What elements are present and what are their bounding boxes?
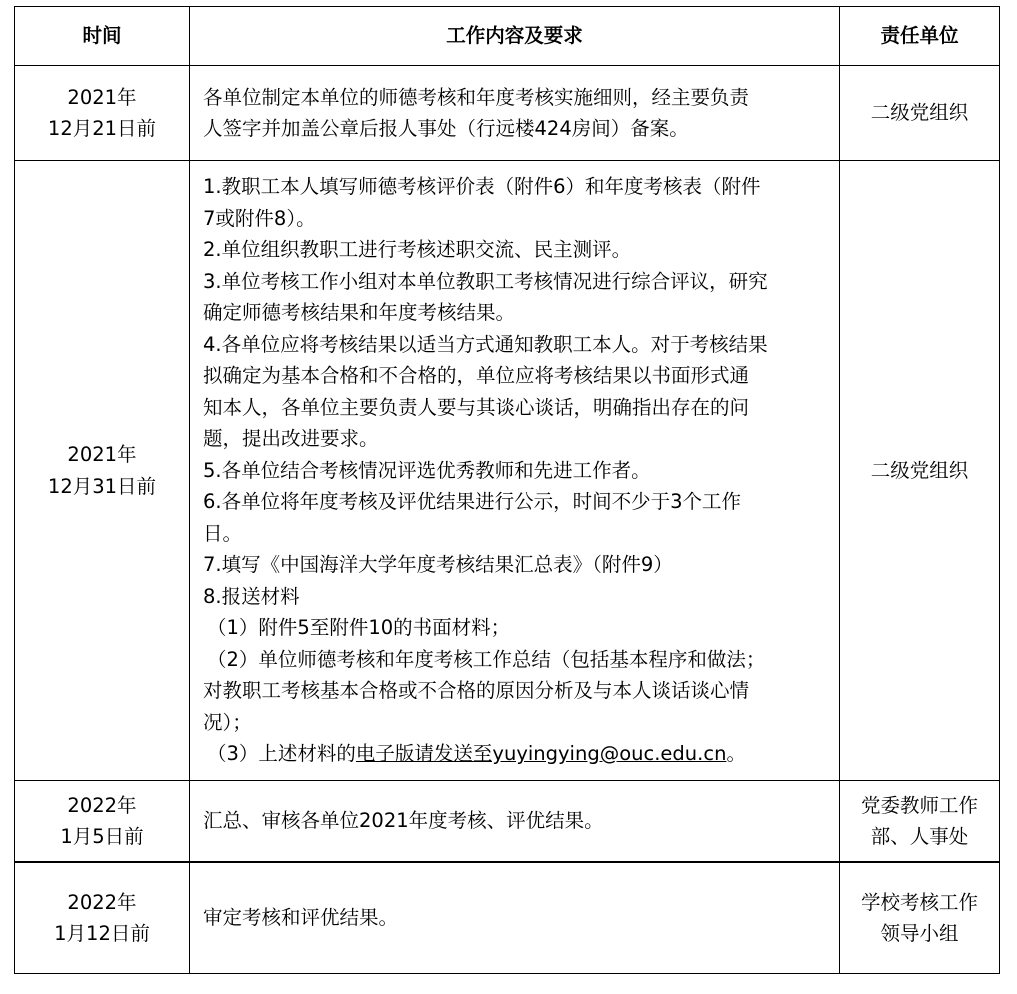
content-line: 人签字并加盖公章后报人事处（行远楼424房间）备案。: [203, 117, 689, 140]
schedule-table: [14, 6, 1000, 974]
content-line: 对教职工考核基本合格或不合格的原因分析及与本人谈话谈心情: [203, 679, 750, 703]
content-cell: [190, 66, 840, 161]
time-line: 1月5日前: [60, 825, 144, 848]
unit-cell: [840, 66, 1000, 161]
content-line-email: [203, 738, 829, 770]
content-line: 3.单位考核工作小组对本单位教职工考核情况进行综合评议，研究: [203, 269, 768, 293]
content-line: 6.各单位将年度考核及评优结果进行公示，时间不少于3个工作: [203, 490, 742, 514]
content-line: 况）；: [203, 710, 252, 734]
content-line: （1）附件5至附件10的书面材料；: [207, 616, 511, 640]
time-cell: [15, 161, 190, 781]
header-time: 时间: [15, 7, 190, 66]
content-cell: [190, 781, 840, 863]
content-cell: [190, 862, 840, 974]
time-line: 1月12日前: [54, 922, 150, 945]
unit-cell: [840, 781, 1000, 863]
content-line: 各单位制定本单位的师德考核和年度考核实施细则，经主要负责: [203, 85, 750, 109]
unit-cell: [840, 161, 1000, 781]
unit-cell: [840, 862, 1000, 974]
content-line: 日。: [203, 521, 243, 545]
unit-line: 二级党组织: [870, 101, 969, 125]
content-line: 4.各单位应将考核结果以适当方式通知教职工本人。对于考核结果: [203, 332, 768, 356]
content-line: 知本人，各单位主要负责人要与其谈心谈话，明确指出存在的问: [203, 395, 750, 419]
header-row: [15, 7, 1000, 66]
content-line: 1.教职工本人填写师德考核评价表（附件6）和年度考核表（附件: [203, 175, 761, 199]
email-suffix: 。: [726, 742, 746, 766]
unit-line: 领导小组: [880, 922, 959, 945]
content-line: 7或附件8）。: [203, 206, 316, 230]
content-line: 确定师德考核结果和年度考核结果。: [203, 301, 516, 325]
time-cell: [15, 862, 190, 974]
content-line: 拟确定为基本合格和不合格的，单位应将考核结果以书面形式通: [203, 364, 750, 388]
content-line: 8.报送材料: [203, 584, 300, 608]
header-unit: 责任单位: [840, 7, 1000, 66]
content-line: 7.填写《中国海洋大学年度考核结果汇总表》（附件9）: [203, 553, 673, 577]
time-line: 12月21日前: [47, 117, 157, 140]
unit-line: 党委教师工作: [860, 793, 978, 817]
unit-line: 二级党组织: [870, 458, 969, 482]
time-line: 2022年: [67, 890, 137, 914]
time-cell: [15, 781, 190, 863]
table-row: [15, 161, 1000, 781]
time-line: 12月31日前: [47, 474, 157, 498]
email-prefix: （3）上述材料的: [207, 742, 356, 766]
time-line: 2021年: [67, 443, 137, 466]
content-line: 题，提出改进要求。: [203, 427, 379, 451]
time-cell: [15, 66, 190, 161]
table-row: [15, 862, 1000, 974]
table-row: [15, 781, 1000, 863]
content-line: （2）单位师德考核和年度考核工作总结（包括基本程序和做法；: [207, 647, 766, 671]
content-line: 2.单位组织教职工进行考核述职交流、民主测评。: [203, 238, 632, 262]
content-line: 汇总、审核各单位2021年度考核、评优结果。: [203, 809, 604, 833]
content-cell: [190, 161, 840, 781]
time-line: 2021年: [67, 85, 137, 109]
unit-line: 学校考核工作: [860, 890, 978, 914]
content-line: 5.各单位结合考核情况评选优秀教师和先进工作者。: [203, 458, 651, 482]
unit-line: 部、人事处: [870, 825, 969, 848]
email-link[interactable]: 电子版请发送至yuyingying@ouc.edu.cn: [355, 742, 727, 766]
table-row: [15, 66, 1000, 161]
content-line: 审定考核和评优结果。: [203, 906, 399, 930]
header-content: 工作内容及要求: [190, 7, 840, 66]
time-line: 2022年: [67, 793, 137, 817]
